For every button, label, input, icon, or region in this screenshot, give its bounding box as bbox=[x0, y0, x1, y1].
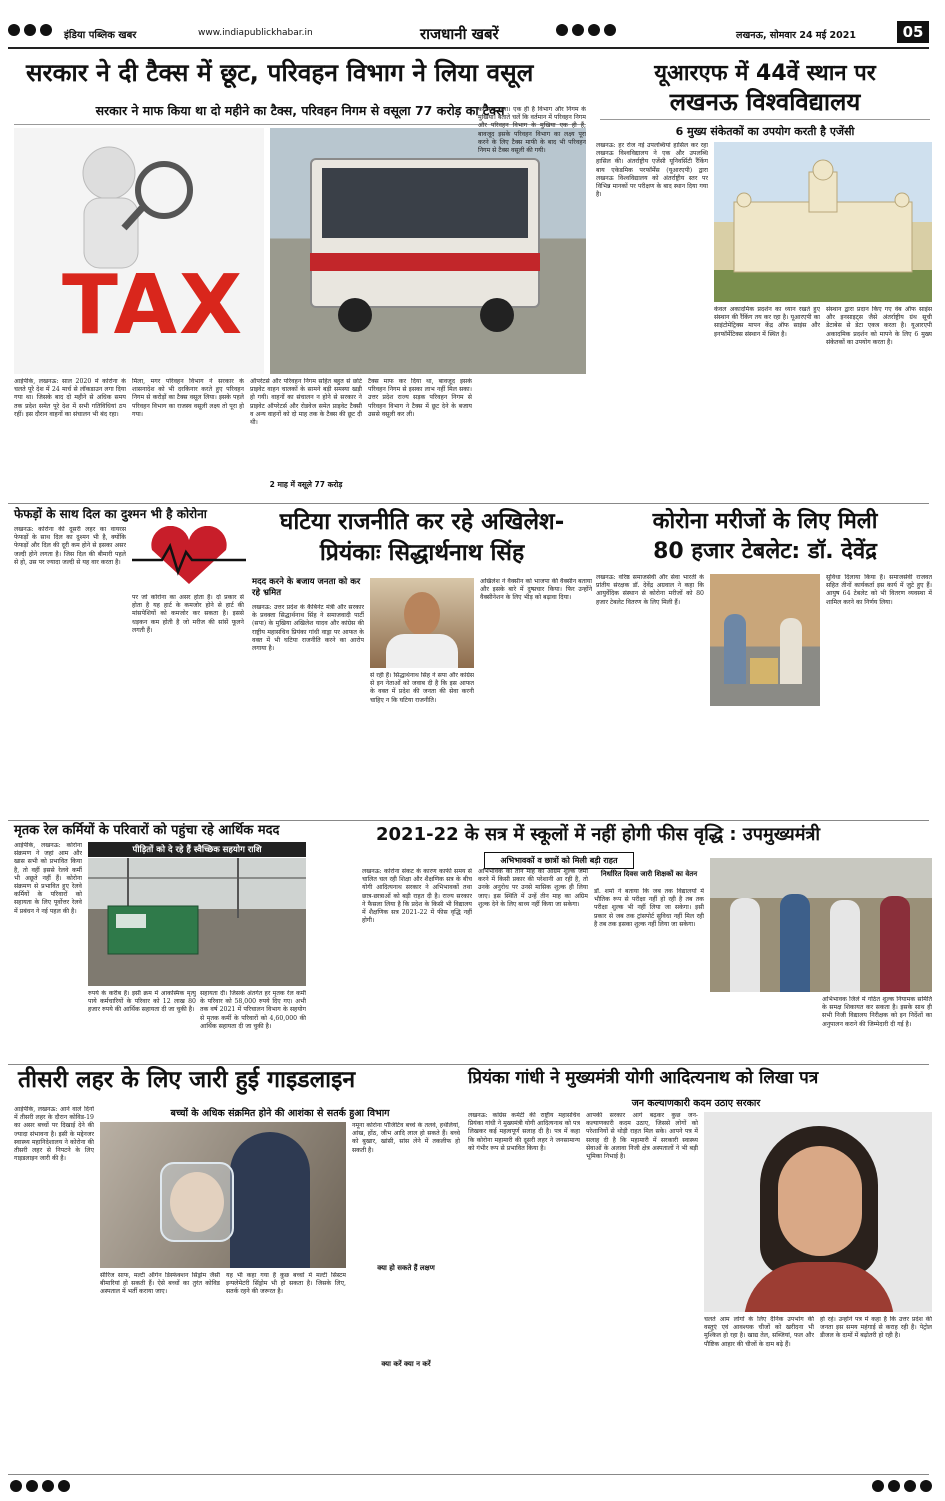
minister-head bbox=[404, 592, 440, 636]
story8-subhead: क्या हो सकते हैं लक्षण bbox=[377, 1264, 435, 1272]
priyanka-photo bbox=[704, 1112, 932, 1312]
boxes bbox=[750, 658, 778, 684]
bus-caption: 2 माह में वसूले 77 करोड़ bbox=[269, 480, 343, 489]
paper-name: इंडिया पब्लिक खबर bbox=[64, 30, 137, 41]
student-2 bbox=[780, 894, 810, 992]
website-link[interactable]: www.indiapublickhabar.in bbox=[198, 28, 313, 38]
story7-col-2: अभिभावक की तीन माह का अग्रिम शुल्क जमा करने में किसी प्रकार की परेशानी आ रही है, तो उनके अनुरोध पर उनसे मासिक शुल्क ही लिया जाए। इस स्थिति में उन्हें तीन माह का अग्रिम शुल्क देने के लिए बाध्य नहीं किया जा सकेगा। bbox=[478, 868, 588, 908]
tax-illustration bbox=[14, 128, 264, 374]
rule-2 bbox=[8, 820, 929, 821]
footer-dots-left bbox=[10, 1480, 70, 1492]
story7-col-3: डॉ. शर्मा ने बताया कि जब तक विद्यालयों में भौतिक रूप से परीक्षा नहीं हो रही है तब तक परीक्षा शुल्क भी नहीं लिया जा सकेगा। इसी प्रकार से जब तक ट्रांसपोर्ट सुविधा नहीं मिल रही है तब तक इसका शुल्क नहीं लिया जा सकेगा। bbox=[594, 888, 704, 928]
story4-deck: मदद करने के बजाय जनता को कर रहे भ्रमित bbox=[252, 577, 361, 598]
story8-deck: बच्चों के अधिक संक्रमित होने की आशंका से सतर्क हुआ विभाग bbox=[170, 1108, 390, 1119]
student-3 bbox=[830, 900, 860, 992]
heart-pulse-icon bbox=[132, 526, 246, 590]
story2-col-1: लखनऊ: हर रोज नई उपलब्धियां हासिल कर रहा लखनऊ विश्वविद्यालय ने एक और उपलब्धि हासिल की। अंतर्राष्ट्रीय एजेंसी यूनिवर्सिटी रैंकिंग बाय एकेडमिक परफॉर्मेंस (यूआरएपी) द्वारा लखनऊ विश्वविद्यालय को अंतर्राष्ट्रीय स्तर पर विभिन्न मानकों पर परीक्षण के बाद स्थान दिया गया है। bbox=[596, 142, 708, 199]
story2-headline-line2: लखनऊ विश्वविद्यालय bbox=[600, 90, 930, 120]
story8-col-2: सीरिंज साफ, मल्टी ऑर्गन डिस्फंक्शन सिंड्रोम जैसी बीमारियां हो सकती हैं। ऐसे बच्चों का तुरंत कोविड अस्पताल में भर्ती कराया जाए। bbox=[100, 1272, 220, 1296]
minister-body bbox=[386, 634, 458, 668]
story1-deck: सरकार ने माफ किया था दो महीने का टैक्स, परिवहन निगम से वसूला 77 करोड़ का टैक्स bbox=[14, 102, 586, 125]
story7-col-4: अभिभावक जिले में गठित शुल्क नियामक समिति के समक्ष शिकायत कर सकता है। इसके साथ ही सभी निजी विद्यालय निरीक्षक को इन निर्देशों का अनुपालन कराने की जिम्मेदारी दी गई है। bbox=[822, 996, 932, 1028]
student-1 bbox=[730, 898, 760, 992]
story9-col-2: आपकी सरकार आगे बढ़कर कुछ जन-कल्याणकारी कदम उठाए, जिससे लोगों को परेशानियों से थोड़ी राहत मिल सके। आपने पत्र में सलाह दी है कि महामारी में सरकारी स्वास्थ्य सेवाओं के अलावा निजी क्षेत्र अस्पतालों ने भी बड़ी भूमिका निभाई है। bbox=[586, 1112, 698, 1161]
student-4 bbox=[880, 896, 910, 992]
train-icon bbox=[88, 858, 306, 986]
footer-dots-right bbox=[872, 1480, 932, 1492]
story2-col-2: केवल अकादमिक प्रदर्शन का ध्यान रखते हुए संस्थान की रैंकिंग तय कर रहा है। यूआरएपी का साइंटोमेट्रिक्स मापन केंद्र ऑफ साइंस और इनफॉर्मेटिक्स संस्थान में स्थित है। bbox=[714, 306, 820, 338]
rule-1 bbox=[8, 503, 929, 504]
minister-photo bbox=[370, 578, 474, 668]
masthead-rule bbox=[8, 47, 929, 49]
story7-subhead: निर्धारित दिवस जारी शिक्षकों का वेतन bbox=[600, 870, 698, 878]
story1-col-1: आईपीके, लखनऊ: साल 2020 में कोरोना के चलते पूरे देश में 24 मार्च से लॉकडाउन लगा दिया गया था। जिसके बाद दो महीने से अधिक समय तक प्रदेश समेत पूरे देश में सभी गतिविधियां ठप रहीं। इस दौरान वाहनों का संचालन भी बंद रहा। bbox=[14, 378, 126, 418]
story9-col-3: चलते आम लोगों के लिए दैनिक उपभोग की वस्तुएं एवं आवश्यक चीजों को खरीदना भी मुश्किल हो रहा है। खाद्य तेल, सब्जियां, फल और पौष्टिक आहार की चीजों के दाम बढ़े हैं। bbox=[704, 1316, 814, 1348]
story4-headline-line2: प्रियंकाः सिद्धार्थनाथ सिंह bbox=[319, 540, 525, 566]
story5-headline-line2: 80 हजार टेबलेट: डॉ. देवेंद्र bbox=[653, 539, 877, 564]
masthead-dots-right bbox=[556, 24, 616, 36]
story8-subhead2: क्या करें क्या न करें bbox=[381, 1360, 431, 1368]
heartbeat-graphic bbox=[132, 526, 246, 590]
story1-col-2: मिला, मगर परिवहन विभाग ने सरकार के शासनादेश को भी दरकिनार करते हुए परिवहन निगम से करोड़ों का टैक्स वसूल लिया। इसके पहले परिवहन विभाग का राजस्व वसूली लक्ष्य तो पूरा हो गया। bbox=[132, 378, 244, 418]
face-shield bbox=[160, 1162, 234, 1242]
story1-headline: सरकार ने दी टैक्स में छूट, परिवहन विभाग ने लिया वसूल bbox=[26, 58, 534, 87]
story5-col-2: सुविधा दिलाया किया है। समाजसेवी राजवत सहित तीनों कार्यकर्ता इस कार्य में जुटे हुए हैं। आयुष 64 टेबलेट को भी वितरण व्यवस्था में शामिल करने का निर्णय लिया। bbox=[826, 574, 932, 606]
person-2 bbox=[780, 618, 802, 684]
story5-col-1: लखनऊ: वरिष्ठ समाजसेवी और सेवा भारती के प्रांतीय संरक्षक डॉ. देवेंद्र अग्रवाल ने कहा कि आयुर्वेदिक संस्थान से कोरोना मरीजों को 80 हजार टेबलेट वितरण के लिए मिली हैं। bbox=[596, 574, 704, 606]
section-title: राजधानी खबरें bbox=[420, 25, 499, 43]
story1-col-5: को पता चला। एक ही है विभाग और निगम के मुखिया। बताते चलें कि वर्तमान में परिवहन निगम और परिवहन विभाग के मुखिया एक ही हैं, बावजूद इसके परिवहन विभाग का लक्ष्य पूरा करने के लिए टैक्स माफी के बाद भी परिवहन निगम से टैक्स वसूली की गयी। bbox=[478, 106, 586, 155]
story7-deck: अभिभावकों व छात्रों को मिली बड़ी राहत bbox=[484, 852, 634, 869]
story1-col-4: टैक्स माफ कर दिया था, बावजूद इसके परिवहन निगम से इसका लाभ नहीं मिल सका। उत्तर प्रदेश राज्य सड़क परिवहन निगम से परिवहन विभाग ने टैक्स में छूट देने के बजाय उससे वसूली कर ली। bbox=[368, 378, 472, 418]
story4-col-1: लखनऊ: उत्तर प्रदेश के कैबिनेट मंत्री और सरकार के प्रवक्ता सिद्धार्थनाथ सिंह ने समाजवादी पार्टी (सपा) के मुखिया अखिलेश यादव और कांग्रेस की राष्ट्रीय महासचिव प्रियंका गांधी वाड्रा पर आफत के वक्त में भी घटिया राजनीति करने का आरोप लगाया है। bbox=[252, 604, 364, 653]
story3-col-1: लखनऊ: कोरोना की दूसरी लहर का वायरस फेफड़ों के साथ दिल का दुश्मन भी है, क्योंकि फेफड़ों और दिल की दूरी कम होने से इसका असर जल्दी होने लगता है। जिस दिल की बीमारी पहले से हो, उस पर ज्यादा जल्दी से यह वार करता है। bbox=[14, 526, 126, 566]
university-photo bbox=[714, 142, 932, 302]
story6-deck: पीड़ितों को दे रहे हैं स्वैच्छिक सहयोग राशि bbox=[88, 842, 306, 857]
story4-col-2: से रही हैं। सिद्धार्थनाथ सिंह ने सपा और कांग्रेस से इन नेताओं को जवाब दी है कि इस आफत के वक्त में प्रदेश की जनता की सेवा करनी चाहिए न कि घटिया राजनीति। bbox=[370, 672, 474, 704]
masthead-bar bbox=[0, 0, 945, 48]
story6-col-3: सहायता दी। जिसके अंतर्गत हर मृतक रेल कर्मी के परिवार को 58,000 रुपये दिए गए। अभी तक वर्ष 2021 में परिचालन विभाग के सहयोग से मृतक कर्मी के परिवारों को 4,60,000 की आर्थिक सहायता दी जा चुकी है। bbox=[200, 990, 306, 1030]
story4-headline-line1: घटिया राजनीति कर रहे अखिलेश- bbox=[279, 509, 565, 535]
story8-col-3: यह भी कहा गया है कुछ बच्चों में मल्टी सिस्टम इन्फ्लेमेटरी सिंड्रोम भी हो सकता है। जिसके लिए, सतर्क रहने की जरूरत है। bbox=[226, 1272, 346, 1296]
tax-image-text: TAX bbox=[62, 258, 245, 353]
tablet-distribution-photo bbox=[710, 574, 820, 706]
story6-col-1: आईपीके, लखनऊ: कोरोना संक्रमण ने जहां आम और खास सभी को प्रभावित किया है, तो वहीं इससे रेलवे कर्मी भी अछूते नहीं हैं। कोरोना संक्रमण से प्रभावित हुए रेलवे कर्मियों के परिवारों को सहायता के लिए पूर्वोत्तर रेलवे में प्रबंधन ने नई पहल की है। bbox=[14, 842, 82, 915]
story3-col-2: पर जो कोरोना का असर होता है। दो प्रकार से होता है यह हार्ट के कमजोर होने से हार्ट की मांसपेशियों को कमजोर कर सकता है। इससे धड़कन कम होती है जो मरीज की सांसें फूलने लगती हैं। bbox=[132, 594, 244, 634]
adult-figure bbox=[230, 1132, 310, 1268]
portrait-face bbox=[778, 1146, 862, 1256]
story9-headline: प्रियंका गांधी ने मुख्यमंत्री योगी आदित्यनाथ को लिखा पत्र bbox=[468, 1068, 819, 1088]
footer-rule bbox=[8, 1474, 929, 1475]
rule-3 bbox=[8, 1064, 929, 1065]
person-1 bbox=[724, 614, 746, 684]
child-mask-photo bbox=[100, 1122, 346, 1268]
story6-col-2: रुपये के करीब है। इसी क्रम में आकस्मिक मृत्यु पाये कर्मचारियों के परिवार को 12 लाख 80 हजार रुपये की आर्थिक सहायता दी जा चुकी है। bbox=[88, 990, 196, 1014]
story9-col-1: लखनऊ: कांग्रेस कमेटी की राष्ट्रीय महासचिव प्रियंका गांधी ने मुख्यमंत्री योगी आदित्यनाथ को पत्र लिखकर कई महत्वपूर्ण सलाह दी है। पत्र में कहा कि कोरोना महामारी की दूसरी लहर ने जनसामान्य को गंभीर रूप से प्रभावित किया है। bbox=[468, 1112, 580, 1152]
story2-col-3: संस्थान द्वारा प्रदान किए गए वेब ऑफ साइंस और इनसाइट्स जैसे अंतर्राष्ट्रीय ग्रंथ सूची डेटाबेस से डेटा एकत्र करता है। यूआरएपी अकादमिक प्रदर्शन को मापने के लिए 6 मुख्य संकेतकों का उपयोग करता है। bbox=[826, 306, 932, 346]
story2-deck: 6 मुख्य संकेतकों का उपयोग करती है एजेंसी bbox=[675, 125, 855, 138]
story8-col-4: नमूना कोरोना पॉजिटिव बच्चे के तलवे, हथेलियां, आंख, होंठ, जीभ आदि लाल हो सकते हैं। बच्चे को बुखार, खांसी, सांस लेने में तकलीफ हो सकती है। bbox=[352, 1122, 460, 1154]
story9-deck: जन कल्याणकारी कदम उठाए सरकार bbox=[631, 1098, 761, 1109]
university-building-icon bbox=[714, 142, 932, 302]
portrait-shoulders bbox=[744, 1262, 894, 1312]
masthead-dots-left bbox=[8, 24, 52, 36]
story1-col-3: ऑपरेटर्स और परिवहन निगम सहित बहुत से छोटे प्राइवेट वाहन चालकों के सामने बड़ी समस्या खड़ी हो गयी। वाहनों का संचालन न होने से सरकार ने प्राइवेट ऑपरेटर्स और रोडवेज समेत प्राइवेट टैक्सी व अन्य वाहनों को दो माह तक के टैक्स की छूट दी थी। bbox=[250, 378, 362, 427]
bus-wheel-left bbox=[338, 298, 372, 332]
railway-photo bbox=[88, 858, 306, 986]
story9-col-4: हो रहे। उन्होंने पत्र में कहा है कि उत्तर प्रदेश की जनता इस समय महंगाई से कराह रही है। पेट्रोल डीजल के दामों में बढ़ोतरी हो रही है। bbox=[820, 1316, 932, 1340]
dateline: लखनऊ, सोमवार 24 मई 2021 bbox=[736, 30, 856, 41]
story8-col-1: आईपीके, लखनऊ: आने वाले दिनों में तीसरी लहर के दौरान कोविड-19 का असर बच्चों पर दिखाई देने की ज्यादा संभावना है। इसी के मद्देनजर स्वास्थ्य महानिदेशालय ने कोरोना की तीसरी लहर से निपटने के लिए गाइडलाइन जारी की है। bbox=[14, 1106, 94, 1163]
story4-col-3: अखिलेश ने वैक्सीन को भाजपा की वैक्सीन बताया और इसके बारे में दुष्प्रचार किया। फिर उन्होंने वैक्सीनेशन के लिए भीड़ को बढ़ावा दिया। bbox=[480, 578, 592, 602]
students-photo bbox=[710, 858, 932, 992]
story3-headline: फेफड़ों के साथ दिल का दुश्मन भी है कोरोना bbox=[14, 507, 207, 521]
story2-headline-line1: यूआरएफ में 44वें स्थान पर bbox=[654, 61, 876, 86]
story5-headline-line1: कोरोना मरीजों के लिए मिली bbox=[652, 509, 878, 534]
story8-headline: तीसरी लहर के लिए जारी हुई गाइडलाइन bbox=[18, 1067, 356, 1093]
story6-headline: मृतक रेल कर्मियों के परिवारों को पहुंचा रहे आर्थिक मदद bbox=[14, 823, 280, 838]
story7-col-1: लखनऊ: कोरोना संकट के कारण काफी समय से चालित चल रही शिक्षा और शैक्षणिक सत्र के बीच योगी आदित्यनाथ सरकार ने अभिभावकों तथा छात्र-छात्राओं को बड़ी राहत दी है। राज्य सरकार ने फैसला लिया है कि प्रदेश के किसी भी विद्यालय में शैक्षणिक सत्र 2021-22 में फीस वृद्धि नहीं होगी। bbox=[362, 868, 472, 925]
page-number: 05 bbox=[897, 21, 929, 43]
story7-headline: 2021-22 के सत्र में स्कूलों में नहीं होगी फीस वृद्धि : उपमुख्यमंत्री bbox=[376, 824, 821, 845]
